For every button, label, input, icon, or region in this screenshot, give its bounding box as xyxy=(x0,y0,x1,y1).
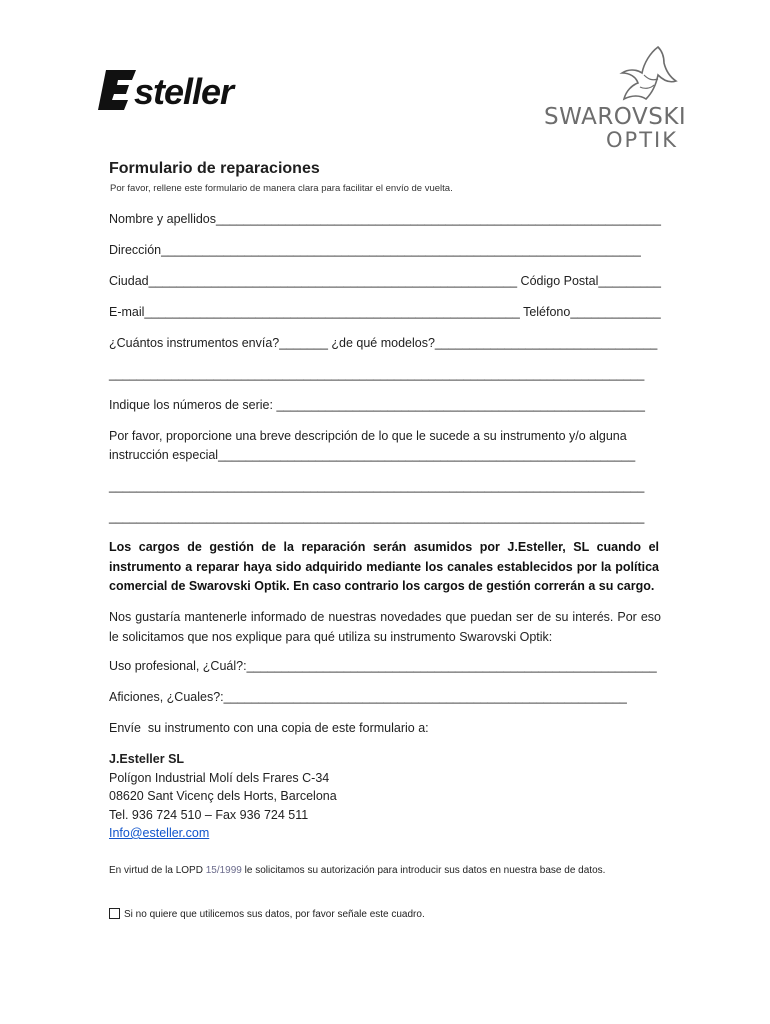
lopd-notice: En virtud de la LOPD 15/1999 le solicitamos su autorización para introducir sus datos en nuestra base de datos. xyxy=(109,865,606,876)
field-instrumentos-modelos[interactable]: ¿Cuántos instrumentos envía?_______ ¿de qué modelos?________________________________ xyxy=(109,336,658,350)
address-company: J.Esteller SL xyxy=(109,752,185,766)
charges-notice: Los cargos de gestión de la reparación serán asumidos por J.Esteller, SL cuando el instrumento a reparar haya sido adquirido mediante los canales establecidos por la política comercial de Swarovski Optik. En caso contrario los cargos de gestión correrán a su cargo. xyxy=(109,540,659,593)
field-email-telefono[interactable]: E-mail______________________________________________________ Teléfono_____________ xyxy=(109,305,661,319)
field-modelos-continuation[interactable]: _____________________________________________________________________________ xyxy=(109,367,645,381)
field-description-line-2[interactable]: _____________________________________________________________________________ xyxy=(109,510,645,524)
email-link[interactable]: Info@esteller.com xyxy=(109,826,210,840)
field-aficiones[interactable]: Aficiones, ¿Cuales?:__________________________________________________________ xyxy=(109,690,627,704)
address-street: Polígon Industrial Molí dels Frares C-34 xyxy=(109,771,330,785)
svg-text:steller: steller xyxy=(134,71,234,112)
optik-wordmark: OPTIK xyxy=(606,128,678,152)
form-title: Formulario de reparaciones xyxy=(109,160,320,177)
swarovski-wordmark: SWAROVSKI xyxy=(544,104,687,130)
address-city: 08620 Sant Vicenç dels Horts, Barcelona xyxy=(109,789,337,803)
field-uso-profesional[interactable]: Uso profesional, ¿Cuál?:___________________________________________________________ xyxy=(109,659,657,673)
send-instructions: Envíe su instrumento con una copia de este formulario a: xyxy=(109,721,429,735)
esteller-logo xyxy=(98,66,273,114)
field-instruccion-especial[interactable]: instrucción especial____________________________________________________________ xyxy=(109,448,636,462)
info-paragraph: Nos gustaría mantenerle informado de nuestras novedades que puedan ser de su interés. Por eso le solicitamos que nos explique para qué utiliza su instrumento Swarovski Optik: xyxy=(109,610,661,644)
address-email-row xyxy=(109,826,209,840)
field-numeros-serie[interactable]: Indique los números de serie: _____________________________________________________ xyxy=(109,398,645,412)
opt-out-label: Si no quiere que utilicemos sus datos, por favor señale este cuadro. xyxy=(124,909,425,920)
field-ciudad-cp[interactable]: Ciudad_____________________________________________________ Código Postal_________ xyxy=(109,274,661,288)
field-description-line-1[interactable]: _____________________________________________________________________________ xyxy=(109,479,645,493)
address-phone: Tel. 936 724 510 – Fax 936 724 511 xyxy=(109,808,309,822)
field-nombre[interactable]: Nombre y apellidos________________________________________________________________ xyxy=(109,212,661,226)
form-subtitle: Por favor, rellene este formulario de manera clara para facilitar el envío de vuelta. xyxy=(110,183,453,194)
description-prompt: Por favor, proporcione una breve descripción de lo que le sucede a su instrumento y/o alguna xyxy=(109,429,627,443)
opt-out-checkbox[interactable] xyxy=(109,908,120,919)
field-direccion[interactable]: Dirección_____________________________________________________________________ xyxy=(109,243,641,257)
